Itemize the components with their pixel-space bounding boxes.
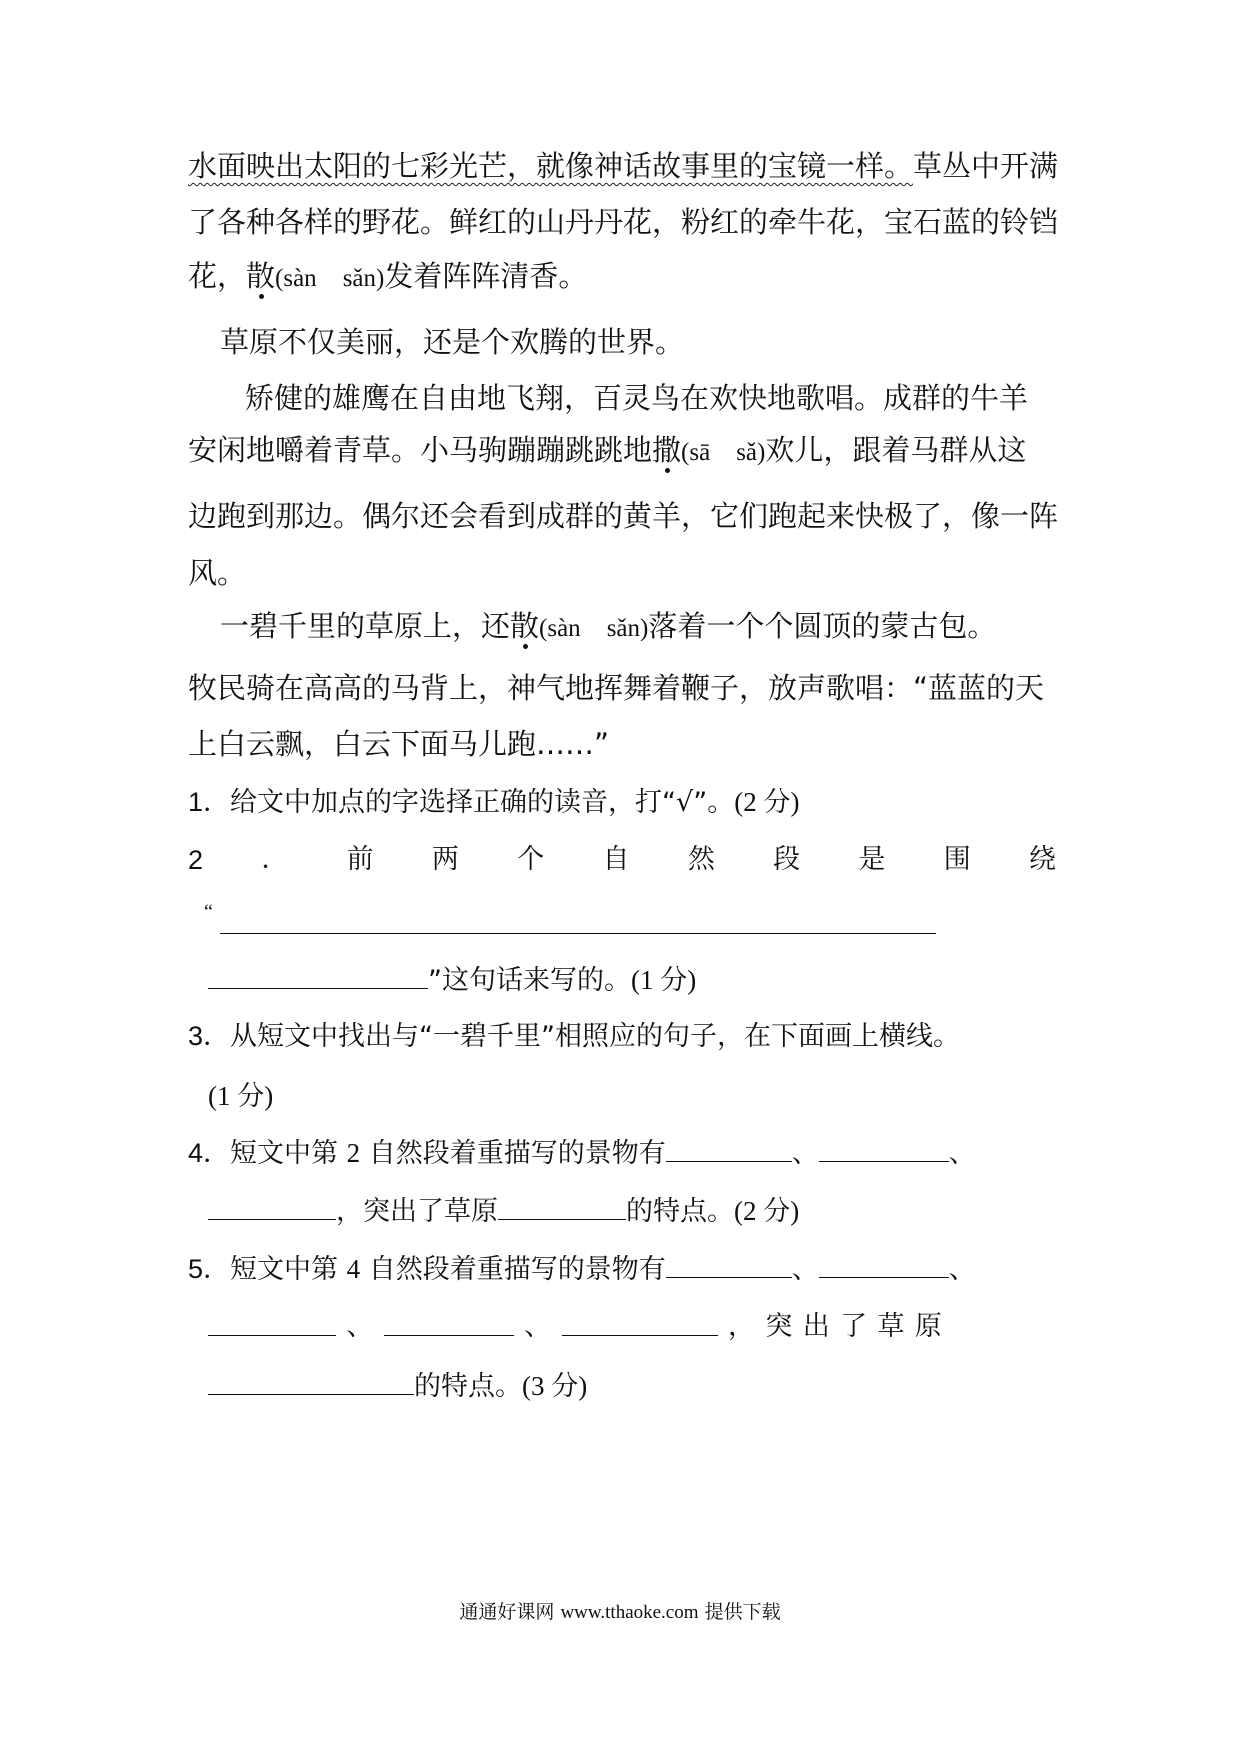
passage-line: 一碧千里的草原上，还散(sàn sǎn)落着一个个圆顶的蒙古包。 bbox=[220, 609, 997, 643]
answer-blank[interactable] bbox=[208, 1307, 336, 1336]
answer-blank[interactable] bbox=[384, 1307, 514, 1336]
footer-suffix: 提供下载 bbox=[704, 1601, 781, 1623]
question-4-cont: ，突出了草原 的特点。(2 分) bbox=[208, 1191, 799, 1232]
answer-blank[interactable] bbox=[208, 1366, 414, 1395]
passage-line: 花，散(sàn sǎn)发着阵阵清香。 bbox=[188, 259, 588, 293]
dotted-character: 散 bbox=[510, 609, 540, 643]
passage-line: 安闲地嚼着青草。小马驹蹦蹦跳跳地撒(sā sǎ)欢儿，跟着马群从这 bbox=[188, 433, 1027, 467]
question-4: 4．短文中第 2 自然段着重描写的景物有 、 、 bbox=[188, 1133, 976, 1174]
question-5: 5．短文中第 4 自然段着重描写的景物有 、 、 bbox=[188, 1249, 976, 1290]
question-5-end: 的特点。(3 分) bbox=[208, 1366, 587, 1407]
answer-blank[interactable] bbox=[819, 1249, 949, 1278]
pinyin-option: (sā bbox=[681, 439, 711, 466]
question-2-end: ”这句话来写的。(1 分) bbox=[208, 960, 696, 1001]
question-3-score: (1 分) bbox=[208, 1081, 274, 1111]
pinyin-option: (sàn bbox=[539, 615, 581, 642]
passage-line: 风。 bbox=[188, 556, 247, 590]
answer-blank[interactable] bbox=[666, 1249, 792, 1278]
answer-blank[interactable] bbox=[208, 960, 428, 989]
footer-site-name: 通通好课网 bbox=[459, 1601, 555, 1623]
pinyin-option: sǎn) bbox=[606, 615, 649, 642]
dotted-character: 散 bbox=[246, 259, 276, 293]
question-3: 3．从短文中找出与“一碧千里”相照应的句子，在下面画上横线。 bbox=[188, 1021, 961, 1052]
question-2: 2 ． 前 两 个 自 然 段 是 围 绕 bbox=[188, 844, 1056, 875]
question-5-cont: 、 、 ， 突 出 了 草 原 bbox=[208, 1307, 942, 1347]
open-quote: “ bbox=[204, 901, 213, 923]
passage-line: 矫健的雄鹰在自由地飞翔，百灵鸟在欢快地歌唱。成群的牛羊 bbox=[245, 381, 1029, 415]
pinyin-option: (sàn bbox=[275, 265, 317, 292]
passage-line: 草原不仅美丽，还是个欢腾的世界。 bbox=[220, 325, 685, 359]
wavy-underlined-sentence: 水面映出太阳的七彩光芒，就像神话故事里的宝镜一样。 bbox=[188, 149, 914, 183]
footer bbox=[0, 1597, 1240, 1624]
dotted-character: 撒 bbox=[652, 433, 682, 467]
passage-line: 了各种各样的野花。鲜红的山丹丹花，粉红的牵牛花，宝石蓝的铃铛 bbox=[188, 205, 1059, 239]
footer-url[interactable]: www.tthaoke.com bbox=[560, 1602, 699, 1623]
passage-line: 边跑到那边。偶尔还会看到成群的黄羊，它们跑起来快极了，像一阵 bbox=[188, 499, 1059, 533]
passage-line: 上白云飘，白云下面马儿跑……” bbox=[188, 727, 610, 761]
answer-blank[interactable] bbox=[819, 1133, 949, 1162]
answer-blank-line[interactable] bbox=[220, 933, 936, 934]
passage-line: 牧民骑在高高的马背上，神气地挥舞着鞭子，放声歌唱：“蓝蓝的天 bbox=[188, 671, 1045, 705]
passage-line: 水面映出太阳的七彩光芒，就像神话故事里的宝镜一样。草丛中开满 bbox=[188, 149, 1059, 183]
pinyin-option: sǎn) bbox=[342, 265, 385, 292]
answer-blank[interactable] bbox=[498, 1191, 626, 1220]
answer-blank[interactable] bbox=[666, 1133, 792, 1162]
question-1: 1．给文中加点的字选择正确的读音，打“√”。(2 分) bbox=[188, 787, 800, 818]
answer-blank[interactable] bbox=[562, 1307, 718, 1336]
pinyin-option: sǎ) bbox=[736, 439, 766, 466]
answer-blank[interactable] bbox=[208, 1191, 336, 1220]
